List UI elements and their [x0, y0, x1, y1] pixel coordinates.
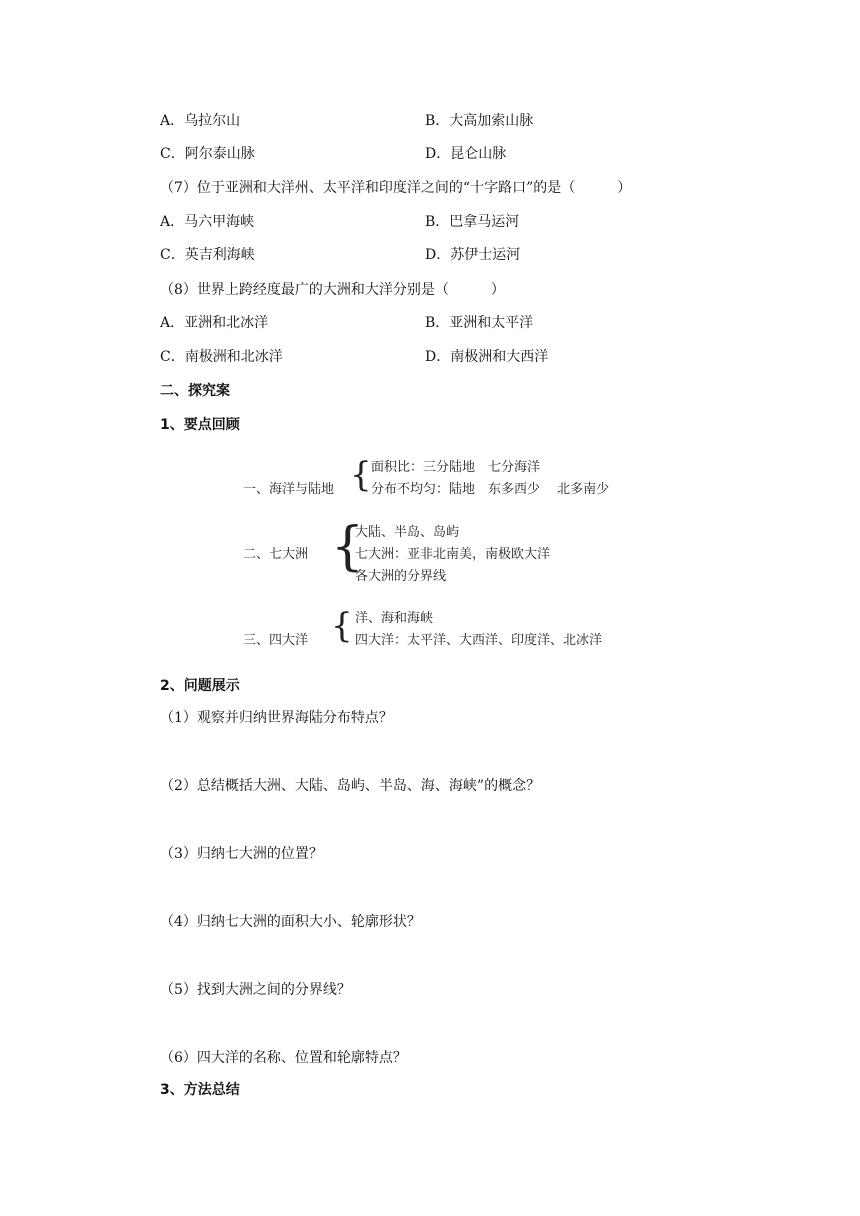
review-title: 1、要点回顾 — [160, 417, 240, 433]
problem-item: （6）四大洋的名称、位置和轮廓特点？ — [160, 1050, 407, 1066]
group2-line1: 大陆、半岛、岛屿 — [355, 525, 460, 540]
problem-item: （2）总结概括大洲、大陆、岛屿、半岛、海、海峡”的概念？ — [160, 778, 541, 794]
problem-item: （3）归纳七大洲的位置？ — [160, 846, 323, 862]
group2-line2: 七大洲：亚非北南美，南极欧大洋 — [355, 547, 551, 562]
group3-heading: 三、四大洋 — [243, 633, 309, 648]
group1-line1: 面积比：三分陆地 七分海洋 — [371, 460, 541, 475]
section-title: 二、探究案 — [160, 383, 230, 399]
brace-3: { — [331, 606, 353, 646]
q7-stem: （7）位于亚洲和大洋州、太平洋和印度洋之间的“十字路口”的是（ ） — [160, 180, 632, 196]
q7-option-a: A．马六甲海峡 — [160, 214, 255, 230]
method-title: 3、方法总结 — [160, 1082, 240, 1098]
group3-line1: 洋、海和海峡 — [355, 611, 434, 626]
q8-option-c: C．南极洲和北冰洋 — [160, 349, 283, 365]
group1-line2: 分布不均匀：陆地 东多西少 北多南少 — [371, 482, 610, 497]
q6-option-b: B．大高加索山脉 — [425, 113, 534, 129]
q8-option-a: A．亚洲和北冰洋 — [160, 315, 269, 331]
q7-option-c: C．英吉利海峡 — [160, 247, 255, 263]
q6-option-a: A．乌拉尔山 — [160, 113, 241, 129]
brace-2: { — [331, 517, 365, 577]
group1-heading: 一、海洋与陆地 — [243, 482, 335, 497]
q8-option-b: B．亚洲和太平洋 — [425, 315, 534, 331]
q8-option-d: D．南极洲和大西洋 — [425, 349, 549, 365]
brace-1: { — [350, 455, 372, 495]
problem-item: （4）归纳七大洲的面积大小、轮廓形状？ — [160, 914, 421, 930]
q7-option-b: B．巴拿马运河 — [425, 214, 520, 230]
problem-item: （5）找到大洲之间的分界线？ — [160, 982, 351, 998]
group2-heading: 二、七大洲 — [243, 547, 309, 562]
q7-option-d: D．苏伊士运河 — [425, 247, 521, 263]
problems-title: 2、问题展示 — [160, 678, 240, 694]
group2-line3: 各大洲的分界线 — [355, 569, 447, 584]
q6-option-c: C．阿尔泰山脉 — [160, 146, 255, 162]
group3-line2: 四大洋：太平洋、大西洋、印度洋、北冰洋 — [355, 633, 603, 648]
q6-option-d: D．昆仑山脉 — [425, 146, 507, 162]
problem-item: （1）观察并归纳世界海陆分布特点？ — [160, 710, 393, 726]
q8-stem: （8）世界上跨经度最广的大洲和大洋分别是（ ） — [160, 282, 505, 298]
